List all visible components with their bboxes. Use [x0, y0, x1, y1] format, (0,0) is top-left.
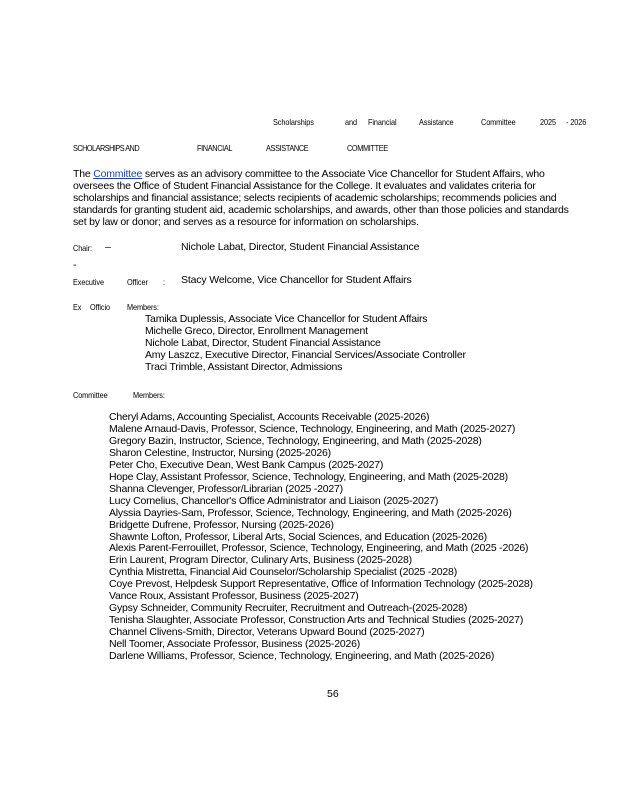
- list-item: Amy Laszcz, Executive Director, Financial Services/Associate Controller: [145, 349, 466, 362]
- list-item: Vance Roux, Assistant Professor, Business (2025-2027): [109, 590, 359, 603]
- header-word: Assistance: [419, 117, 454, 127]
- list-item: Gypsy Schneider, Community Recruiter, Recruitment and Outreach-(2025-2028): [109, 602, 468, 615]
- list-item: Shanna Clevenger, Professor/Librarian (2025 -2027): [109, 482, 343, 495]
- header-word: 2025: [540, 117, 556, 127]
- chair-dash: –: [105, 241, 111, 253]
- list-item: Michelle Greco, Director, Enrollment Management: [145, 325, 368, 338]
- intro-text-before: The: [73, 168, 94, 180]
- heading-word: COMMITTEE: [347, 143, 388, 153]
- executive-label-word: Officer: [127, 277, 148, 287]
- list-item: Gregory Bazin, Instructor, Science, Technology, Engineering, and Math (2025-2028): [109, 434, 482, 447]
- page-number: 56: [327, 688, 339, 700]
- ex-officio-word: Members:: [127, 302, 159, 312]
- header-word: Committee: [481, 117, 516, 127]
- executive-label-word: Executive: [73, 277, 104, 287]
- header-word: Financial: [368, 117, 397, 127]
- list-item: Hope Clay, Assistant Professor, Science, Technology, Engineering, and Math (2025-2028): [109, 470, 508, 483]
- list-item: Darlene Williams, Professor, Science, Technology, Engineering, and Math (2025-2026): [109, 650, 495, 663]
- list-item: Erin Laurent, Program Director, Culinary Arts, Business (2025-2028): [109, 554, 412, 567]
- header-word: and: [345, 117, 357, 127]
- chair-label: Chair:: [73, 243, 92, 253]
- ex-officio-list: [145, 313, 466, 373]
- committee-list: [109, 412, 533, 663]
- list-item: Nell Toomer, Associate Professor, Business (2025-2026): [109, 638, 361, 651]
- ex-officio-word: Officio: [90, 302, 110, 312]
- list-item: Coye Prevost, Helpdesk Support Representative, Office of Information Technology (2025-2028): [109, 578, 533, 591]
- list-item: Lucy Cornelius, Chancellor's Office Administrator and Liaison (2025-2027): [109, 494, 439, 507]
- intro-paragraph: [73, 168, 583, 228]
- list-item: Bridgette Dufrene, Professor, Nursing (2025-2026): [109, 518, 334, 531]
- header-word: Scholarships: [273, 117, 314, 127]
- header-word: - 2026: [566, 117, 587, 127]
- list-item: Cynthia Mistretta, Financial Aid Counselor/Scholarship Specialist (2025 -2028): [109, 566, 457, 579]
- executive-colon: :: [163, 277, 165, 287]
- heading-word: ASSISTANCE: [266, 143, 309, 153]
- committee-word: Committee: [73, 390, 108, 400]
- chair-value: Nichole Labat, Director, Student Financial Assistance: [181, 241, 420, 253]
- list-item: Alyssia Dayries-Sam, Professor, Science, Technology, Engineering, and Math (2025-2026): [109, 506, 512, 519]
- committee-word: Members:: [133, 390, 165, 400]
- list-item: Shawnte Lofton, Professor, Liberal Arts, Social Sciences, and Education (2025-2026): [109, 530, 487, 543]
- stray-dash: -: [73, 259, 77, 271]
- list-item: Malene Arnaud-Davis, Professor, Science, Technology, Engineering, and Math (2025-2027): [109, 422, 516, 435]
- list-item: Cheryl Adams, Accounting Specialist, Accounts Receivable (2025-2026): [109, 411, 430, 423]
- list-item: Channel Clivens-Smith, Director, Veterans Upward Bound (2025-2027): [109, 626, 425, 639]
- intro-text-after: serves as an advisory committee to the Associate Vice Chancellor for Student Affairs, who oversees the Office of Student Financial Assistance for the College. It evaluates and validates criteria for scholarships and financial assistance; selects recipients of academic scholarships; recommends policies and standards for granting student aid, academic scholarships, and awards, other than those policies and standards set by law or donor; and serves as a resource for information on scholarships.: [73, 168, 569, 228]
- list-item: Tamika Duplessis, Associate Vice Chancellor for Student Affairs: [145, 313, 428, 325]
- committee-link[interactable]: Committee: [93, 168, 143, 180]
- list-item: Nichole Labat, Director, Student Financial Assistance: [145, 337, 381, 350]
- list-item: Traci Trimble, Assistant Director, Admissions: [145, 361, 343, 374]
- list-item: Peter Cho, Executive Dean, West Bank Campus (2025-2027): [109, 458, 384, 471]
- list-item: Alexis Parent-Ferrouillet, Professor, Science, Technology, Engineering, and Math (2025 -2026): [109, 542, 529, 555]
- list-item: Sharon Celestine, Instructor, Nursing (2025-2026): [109, 446, 331, 459]
- executive-value: Stacy Welcome, Vice Chancellor for Student Affairs: [181, 274, 412, 286]
- ex-officio-word: Ex: [73, 302, 82, 312]
- list-item: Tenisha Slaughter, Associate Professor, Construction Arts and Technical Studies (2025-2027): [109, 614, 524, 627]
- heading-word: FINANCIAL: [197, 143, 233, 153]
- heading-word: SCHOLARSHIPS AND: [73, 143, 140, 153]
